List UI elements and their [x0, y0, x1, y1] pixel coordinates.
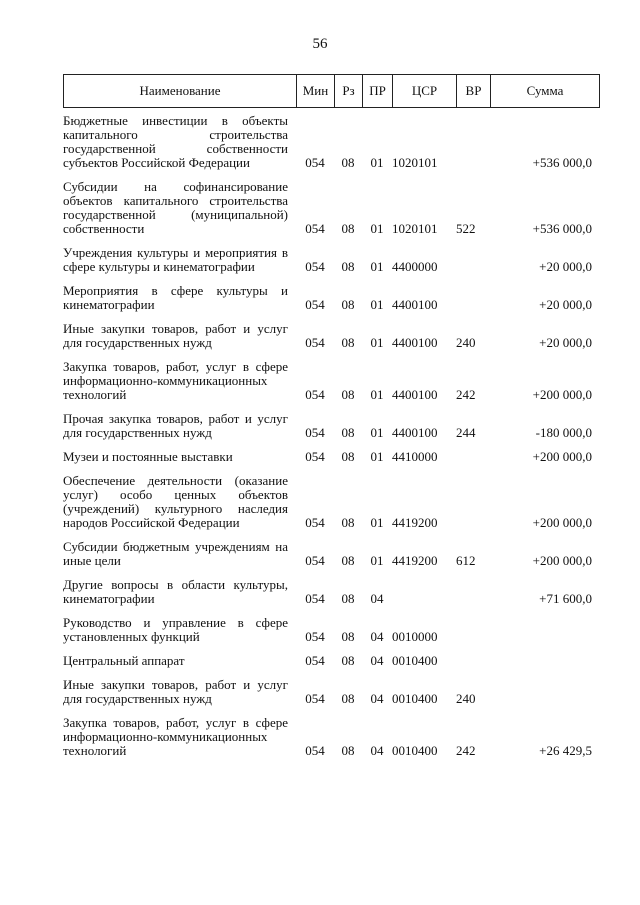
- column-header-vr: ВР: [457, 75, 491, 107]
- cell-min: 054: [305, 691, 325, 706]
- cell-rz: 08: [341, 335, 355, 350]
- cell-min: 054: [305, 335, 325, 350]
- cell-min: 054: [305, 387, 325, 402]
- cell-min: 054: [305, 221, 325, 236]
- cell-rz: 08: [341, 449, 355, 464]
- cell-csr: 4400000: [392, 259, 438, 274]
- cell-csr: 1020101: [392, 221, 438, 236]
- cell-sum: +26 429,5: [539, 743, 592, 758]
- table-row: [63, 322, 600, 350]
- cell-rz: 08: [341, 691, 355, 706]
- table-row: [63, 450, 600, 464]
- cell-rz: 08: [341, 425, 355, 440]
- table-row: [63, 114, 600, 170]
- cell-name: Иные закупки товаров, работ и услуг для государственных нужд: [63, 321, 288, 350]
- cell-name: Бюджетные инвестиции в объекты капитального строительства государственной собственности субъектов Российской Федерации: [63, 113, 288, 170]
- table-row: [63, 284, 600, 312]
- cell-vr: 240: [456, 335, 476, 350]
- cell-csr: 0010400: [392, 743, 438, 758]
- table-row: [63, 412, 600, 440]
- cell-pr: 01: [370, 425, 384, 440]
- cell-sum: +20 000,0: [539, 335, 592, 350]
- table-row: [63, 180, 600, 236]
- cell-rz: 08: [341, 259, 355, 274]
- cell-rz: 08: [341, 297, 355, 312]
- cell-rz: 08: [341, 591, 355, 606]
- cell-rz: 08: [341, 387, 355, 402]
- cell-vr: 244: [456, 425, 476, 440]
- cell-name: Центральный аппарат: [63, 653, 185, 668]
- cell-name: Мероприятия в сфере культуры и кинематографии: [63, 283, 288, 312]
- cell-pr: 04: [370, 653, 384, 668]
- cell-sum: -180 000,0: [535, 425, 592, 440]
- cell-rz: 08: [341, 743, 355, 758]
- cell-min: 054: [305, 259, 325, 274]
- cell-rz: 08: [341, 221, 355, 236]
- cell-pr: 01: [370, 297, 384, 312]
- table-row: [63, 246, 600, 274]
- cell-pr: 04: [370, 629, 384, 644]
- table-row: [63, 654, 600, 668]
- cell-vr: 522: [456, 221, 476, 236]
- cell-csr: 0010000: [392, 629, 438, 644]
- cell-pr: 01: [370, 449, 384, 464]
- cell-rz: 08: [341, 629, 355, 644]
- cell-min: 054: [305, 553, 325, 568]
- cell-min: 054: [305, 449, 325, 464]
- cell-min: 054: [305, 515, 325, 530]
- cell-min: 054: [305, 155, 325, 170]
- cell-csr: 4400100: [392, 335, 438, 350]
- cell-sum: +20 000,0: [539, 259, 592, 274]
- cell-min: 054: [305, 629, 325, 644]
- cell-sum: +536 000,0: [532, 155, 592, 170]
- cell-csr: 4419200: [392, 515, 438, 530]
- cell-name: Закупка товаров, работ, услуг в сфере информационно-коммуникационных технологий: [63, 359, 288, 402]
- cell-csr: 0010400: [392, 653, 438, 668]
- cell-pr: 01: [370, 155, 384, 170]
- table-row: [63, 716, 600, 758]
- cell-vr: 242: [456, 387, 476, 402]
- cell-min: 054: [305, 297, 325, 312]
- column-header-rz: Рз: [335, 75, 363, 107]
- cell-name: Обеспечение деятельности (оказание услуг) особо ценных объектов (учреждений) культурного наследия народов Российской Федерации: [63, 473, 288, 530]
- cell-rz: 08: [341, 155, 355, 170]
- cell-csr: 0010400: [392, 691, 438, 706]
- cell-csr: 4400100: [392, 425, 438, 440]
- cell-min: 054: [305, 653, 325, 668]
- cell-sum: +200 000,0: [532, 515, 592, 530]
- cell-pr: 01: [370, 515, 384, 530]
- table-header: [63, 74, 600, 108]
- cell-csr: 1020101: [392, 155, 438, 170]
- cell-vr: 240: [456, 691, 476, 706]
- cell-vr: 612: [456, 553, 476, 568]
- cell-csr: 4419200: [392, 553, 438, 568]
- cell-pr: 04: [370, 691, 384, 706]
- cell-sum: +536 000,0: [532, 221, 592, 236]
- cell-pr: 04: [370, 743, 384, 758]
- cell-min: 054: [305, 743, 325, 758]
- cell-name: Музеи и постоянные выставки: [63, 449, 233, 464]
- table-row: [63, 616, 600, 644]
- cell-name: Руководство и управление в сфере установленных функций: [63, 615, 288, 644]
- cell-pr: 01: [370, 553, 384, 568]
- cell-name: Иные закупки товаров, работ и услуг для государственных нужд: [63, 677, 288, 706]
- cell-vr: 242: [456, 743, 476, 758]
- cell-rz: 08: [341, 653, 355, 668]
- page-number: 56: [312, 36, 328, 52]
- table-row: [63, 474, 600, 530]
- cell-min: 054: [305, 591, 325, 606]
- cell-sum: +71 600,0: [539, 591, 592, 606]
- table-row: [63, 578, 600, 606]
- cell-rz: 08: [341, 515, 355, 530]
- cell-name: Субсидии на софинансирование объектов капитального строительства государственной (муниципальной) собственности: [63, 179, 288, 236]
- table-row: [63, 540, 600, 568]
- cell-rz: 08: [341, 553, 355, 568]
- cell-pr: 01: [370, 259, 384, 274]
- cell-sum: +200 000,0: [532, 387, 592, 402]
- cell-pr: 01: [370, 387, 384, 402]
- cell-name: Другие вопросы в области культуры, кинематографии: [63, 577, 288, 606]
- column-header-min: Мин: [297, 75, 335, 107]
- cell-sum: +200 000,0: [532, 449, 592, 464]
- cell-pr: 04: [370, 591, 384, 606]
- cell-csr: 4400100: [392, 297, 438, 312]
- table-row: [63, 678, 600, 706]
- column-header-name: Наименование: [64, 75, 297, 107]
- column-header-csr: ЦСР: [393, 75, 457, 107]
- cell-name: Прочая закупка товаров, работ и услуг для государственных нужд: [63, 411, 288, 440]
- column-header-pr: ПР: [363, 75, 393, 107]
- table-body: [63, 114, 600, 768]
- cell-name: Субсидии бюджетным учреждениям на иные цели: [63, 539, 288, 568]
- cell-sum: +200 000,0: [532, 553, 592, 568]
- cell-min: 054: [305, 425, 325, 440]
- cell-csr: 4400100: [392, 387, 438, 402]
- cell-pr: 01: [370, 221, 384, 236]
- cell-name: Учреждения культуры и мероприятия в сфере культуры и кинематографии: [63, 245, 288, 274]
- cell-pr: 01: [370, 335, 384, 350]
- table-row: [63, 360, 600, 402]
- cell-sum: +20 000,0: [539, 297, 592, 312]
- column-header-sum: Сумма: [526, 83, 564, 98]
- cell-csr: 4410000: [392, 449, 438, 464]
- cell-name: Закупка товаров, работ, услуг в сфере информационно-коммуникационных технологий: [63, 715, 288, 758]
